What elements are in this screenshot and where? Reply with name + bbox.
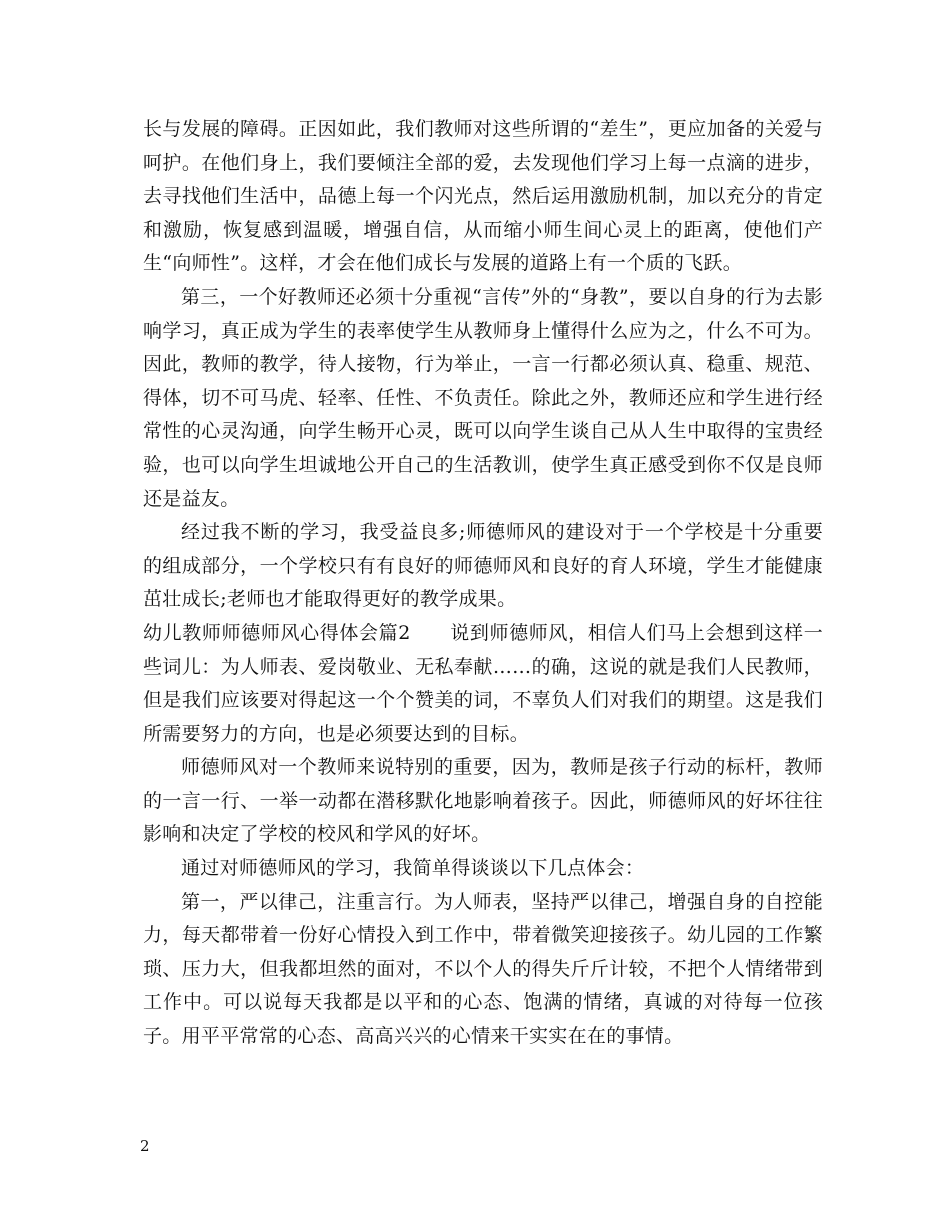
paragraph-6: 通过对师德师风的学习，我简单得谈谈以下几点体会： <box>181 857 645 880</box>
paragraph-7: 第一，严以律己，注重言行。为人师表，坚持严以律己，增强自身的自控能力，每天都带着一份好心情投入到工作中，带着微笑迎接孩子。幼儿园的工作繁琐、压力大，但我都坦然的面对，不以个人的得失斤斤计较，不把个人情绪带到工作中。可以说每天我都是以平和的心态、饱满的情绪，真诚的对待每一位孩子。用平平常常的心态、高高兴兴的心情来干实实在在的事情。 <box>143 890 823 1048</box>
paragraph-5: 师德师风对一个教师来说特别的重要，因为，教师是孩子行动的标杆，教师的一言一行、一举一动都在潜移默化地影响着孩子。因此，师德师风的好坏往往影响和决定了学校的校风和学风的好坏。 <box>143 756 823 846</box>
paragraph-2: 第三，一个好教师还必须十分重视“言传”外的“身教”，要以自身的行为去影响学习，真正成为学生的表率使学生从教师身上懂得什么应为之，什么不可为。因此，教师的教学，待人接物，行为举止，一言一行都必须认真、稳重、规范、得体，切不可马虎、轻率、任性、不负责任。除此之外，教师还应和学生进行经常性的心灵沟通，向学生畅开心灵，既可以向学生谈自己从人生中取得的宝贵经验，也可以向学生坦诚地公开自己的生活教训，使学生真正感受到你不仅是良师还是益友。 <box>143 285 823 510</box>
paragraph-1: 长与发展的障碍。正因如此，我们教师对这些所谓的“差生”，更应加备的关爱与呵护。在他们身上，我们要倾注全部的爱，去发现他们学习上每一点滴的进步，去寻找他们生活中，品德上每一个闪光点，然后运用激励机制，加以充分的肯定和激励，恢复感到温暖，增强自信，从而缩小师生间心灵上的距离，使他们产生“向师性”。这样，才会在他们成长与发展的道路上有一个质的飞跃。 <box>143 118 823 275</box>
paragraph-4-section-heading: 幼儿教师师德师风心得体会篇2 说到师德师风，相信人们马上会想到这样一些词儿：为人师表、爱岗敬业、无私奉献……的确，这说的就是我们人民教师，但是我们应该要对得起这一个个赞美的词，不辜负人们对我们的期望。这是我们所需要努力的方向，也是必须要达到的目标。 <box>143 621 823 745</box>
body-text <box>143 113 823 1054</box>
page-number: 2 <box>140 1137 150 1155</box>
paragraph-3: 经过我不断的学习，我受益良多;师德师风的建设对于一个学校是十分重要的组成部分，一个学校只有有良好的师德师风和良好的育人环境，学生才能健康茁壮成长;老师也才能取得更好的教学成果。 <box>143 521 823 611</box>
